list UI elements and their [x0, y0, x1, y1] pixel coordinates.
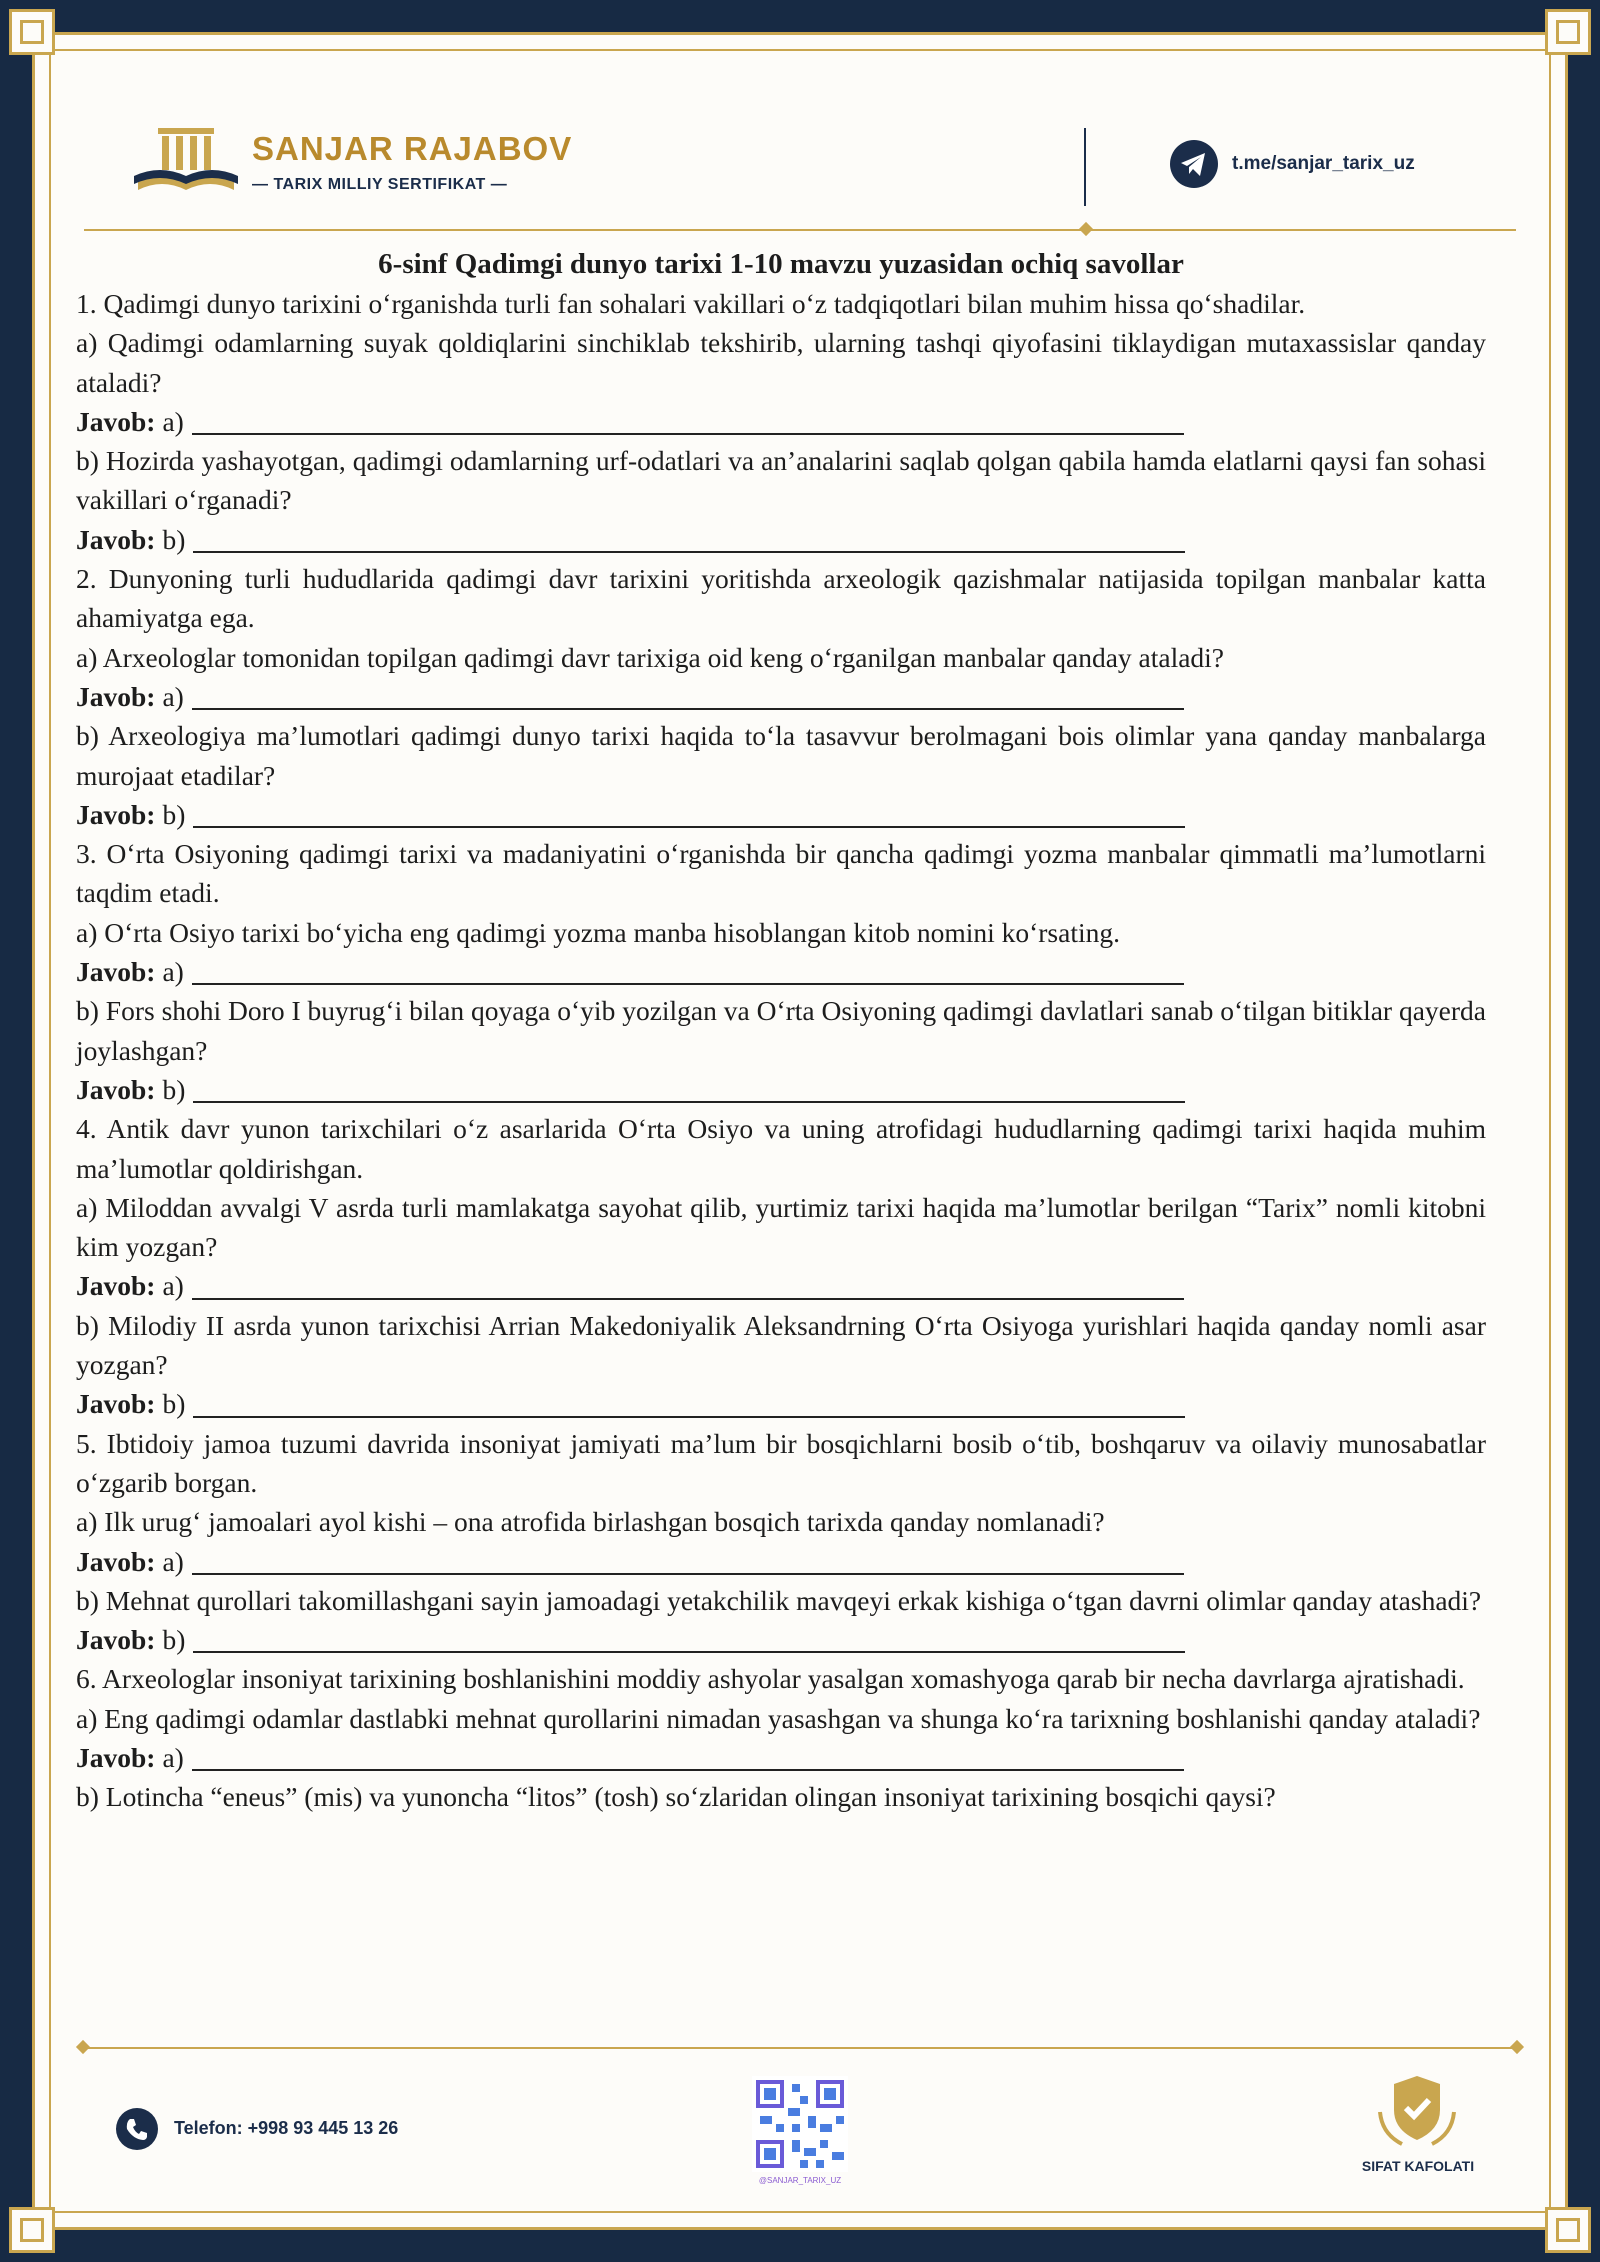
question-part-b: b) Milodiy II asrda yunon tarixchisi Arrian Makedoniyalik Aleksandrning O‘rta Osiyoga yurishlari haqida qanday nomli asar yozgan?: [76, 1309, 1486, 1381]
question-part-b: b) Fors shohi Doro I buyrug‘i bilan qoyaga o‘yib yozilgan va O‘rta Osiyoning qadimgi davlatlari sanab o‘tilgan bitiklar qayerda joylashgan?: [76, 995, 1486, 1066]
question-list: [76, 284, 1486, 1817]
header-rule: [84, 229, 1516, 231]
question-intro: 1. Qadimgi dunyo tarixini o‘rganishda turli fan sohalari vakillari o‘z tadqiqotlari bilan muhim hissa qo‘shadilar.: [76, 288, 1306, 319]
answer-blank[interactable]: [192, 1547, 1184, 1575]
question-block: [76, 1109, 1486, 1423]
answer-line: [76, 677, 1486, 716]
phone-icon: [116, 2108, 158, 2150]
answer-prefix: a): [162, 1741, 184, 1773]
question-block: [76, 559, 1486, 834]
worksheet-content: [76, 244, 1486, 1817]
answer-prefix: b): [162, 523, 186, 555]
question-part-a: a) Ilk urug‘ jamoalari ayol kishi – ona atrofida birlashgan bosqich tarixda qanday nomlanadi?: [76, 1506, 1105, 1538]
answer-line: [76, 1738, 1486, 1777]
answer-prefix: b): [162, 1073, 186, 1105]
answer-label: Javob:: [76, 1741, 156, 1773]
question-intro: 4. Antik davr yunon tarixchilari o‘z asarlarida O‘rta Osiyo va uning atrofidagi hududlarning qadimgi tarixi haqida muhim ma’lumotlar qoldirishgan.: [76, 1113, 1486, 1184]
quality-badge-label: SIFAT KAFOLATI: [1361, 2158, 1475, 2174]
answer-blank[interactable]: [192, 407, 1184, 435]
answer-blank[interactable]: [193, 525, 1185, 553]
corner-ornament: [1545, 2207, 1591, 2253]
answer-label: Javob:: [76, 680, 156, 712]
answer-line: [76, 1620, 1486, 1659]
answer-label: Javob:: [76, 1073, 156, 1105]
question-part-b: b) Hozirda yashayotgan, qadimgi odamlarning urf-odatlari va an’analarini saqlab qolgan qabila hamda elatlarni qaysi fan sohasi vakillari o‘rganadi?: [76, 445, 1486, 516]
question-intro: 6. Arxeologlar insoniyat tarixining boshlanishini moddiy ashyolar yasalgan xomashyoga qarab bir necha davrlarga ajratishadi.: [76, 1663, 1465, 1695]
answer-prefix: a): [162, 680, 184, 712]
header: [0, 0, 1600, 240]
qr-code-icon[interactable]: [752, 2076, 848, 2172]
answer-line: [76, 1384, 1486, 1423]
answer-prefix: a): [162, 405, 184, 437]
answer-blank[interactable]: [192, 1743, 1184, 1771]
answer-prefix: a): [162, 1270, 184, 1302]
answer-line: [76, 1070, 1486, 1109]
answer-blank[interactable]: [192, 682, 1184, 710]
qr-caption: @SANJAR_TARIX_UZ: [758, 2176, 842, 2185]
question-part-a: a) O‘rta Osiyo tarixi bo‘yicha eng qadimgi yozma manba hisoblangan kitob nomini ko‘rsating.: [76, 916, 1120, 948]
header-divider: [1084, 128, 1086, 206]
answer-prefix: b): [162, 798, 186, 830]
question-part-b: b) Mehnat qurollari takomillashgani sayin jamoadagi yetakchilik mavqeyi erkak kishiga o‘tgan davrni olimlar qanday atashadi?: [76, 1584, 1482, 1616]
answer-prefix: a): [162, 1545, 184, 1577]
question-part-a: a) Eng qadimgi odamlar dastlabki mehnat qurollarini nimadan yasashgan va shunga ko‘ra tarixning boshlanishi qanday ataladi?: [76, 1702, 1481, 1734]
corner-ornament: [9, 2207, 55, 2253]
book-columns-logo-icon: [130, 120, 242, 198]
answer-label: Javob:: [76, 1545, 156, 1577]
question-block: [76, 1659, 1486, 1816]
answer-line: [76, 402, 1486, 441]
question-part-a: a) Arxeologlar tomonidan topilgan qadimgi davr tarixiga oid keng o‘rganilgan manbalar qanday ataladi?: [76, 641, 1225, 673]
answer-blank[interactable]: [193, 1625, 1185, 1653]
answer-label: Javob:: [76, 405, 156, 437]
answer-blank[interactable]: [193, 1390, 1185, 1418]
quality-shield-icon: [1370, 2072, 1464, 2152]
question-part-a: a) Qadimgi odamlarning suyak qoldiqlarini sinchiklab tekshirib, ularning tashqi qiyofasini tiklaydigan mutaxassislar qanday ataladi?: [76, 327, 1486, 398]
answer-label: Javob:: [76, 1624, 156, 1656]
answer-prefix: b): [162, 1388, 186, 1420]
question-part-b: b) Arxeologiya ma’lumotlari qadimgi dunyo tarixi haqida to‘la tasavvur berolmagani bois olimlar yana qanday manbalarga murojaat etadilar?: [76, 720, 1486, 791]
answer-label: Javob:: [76, 798, 156, 830]
answer-blank[interactable]: [193, 1075, 1185, 1103]
answer-line: [76, 795, 1486, 834]
brand-name: SANJAR RAJABOV: [252, 130, 573, 167]
answer-line: [76, 952, 1486, 991]
answer-line: [76, 1266, 1486, 1305]
question-part-b: b) Lotincha “eneus” (mis) va yunoncha “litos” (tosh) so‘zlaridan olingan insoniyat tarixining bosqichi qaysi?: [76, 1781, 1276, 1813]
worksheet-title: 6-sinf Qadimgi dunyo tarixi 1-10 mavzu yuzasidan ochiq savollar: [378, 248, 1184, 280]
question-intro: 2. Dunyoning turli hududlarida qadimgi davr tarixini yoritishda arxeologik qazishmalar natijasida topilgan manbalar katta ahamiyatga ega.: [76, 563, 1486, 634]
telegram-icon[interactable]: [1170, 140, 1218, 188]
answer-prefix: b): [162, 1624, 186, 1656]
answer-blank[interactable]: [192, 1272, 1184, 1300]
question-part-a: a) Miloddan avvalgi V asrda turli mamlakatga sayohat qilib, yurtimiz tarixi haqida ma’lumotlar berilgan “Tarix” nomli kitobni kim yozgan?: [76, 1191, 1486, 1263]
answer-blank[interactable]: [192, 957, 1184, 985]
brand-subtitle: — TARIX MILLIY SERTIFIKAT —: [252, 176, 508, 193]
rule-ornament: [1079, 222, 1093, 236]
answer-blank[interactable]: [193, 800, 1185, 828]
question-block: [76, 284, 1486, 559]
answer-line: [76, 1542, 1486, 1581]
answer-line: [76, 520, 1486, 559]
question-block: [76, 834, 1486, 1109]
footer-rule: [84, 2047, 1516, 2049]
answer-label: Javob:: [76, 956, 156, 988]
answer-label: Javob:: [76, 523, 156, 555]
answer-label: Javob:: [76, 1270, 156, 1302]
phone-number: Telefon: +998 93 445 13 26: [174, 2118, 399, 2138]
telegram-link[interactable]: t.me/sanjar_tarix_uz: [1232, 153, 1415, 174]
question-intro: 3. O‘rta Osiyoning qadimgi tarixi va madaniyatini o‘rganishda bir qancha qadimgi yozma manbalar qimmatli ma’lumotlarni taqdim etadi.: [76, 838, 1486, 909]
answer-label: Javob:: [76, 1388, 156, 1420]
question-block: [76, 1424, 1486, 1660]
question-intro: 5. Ibtidoiy jamoa tuzumi davrida insoniyat jamiyati ma’lum bir bosqichlarni bosib o‘tib, boshqaruv va oilaviy munosabatlar o‘zgarib borgan.: [76, 1427, 1486, 1498]
answer-prefix: a): [162, 956, 184, 988]
